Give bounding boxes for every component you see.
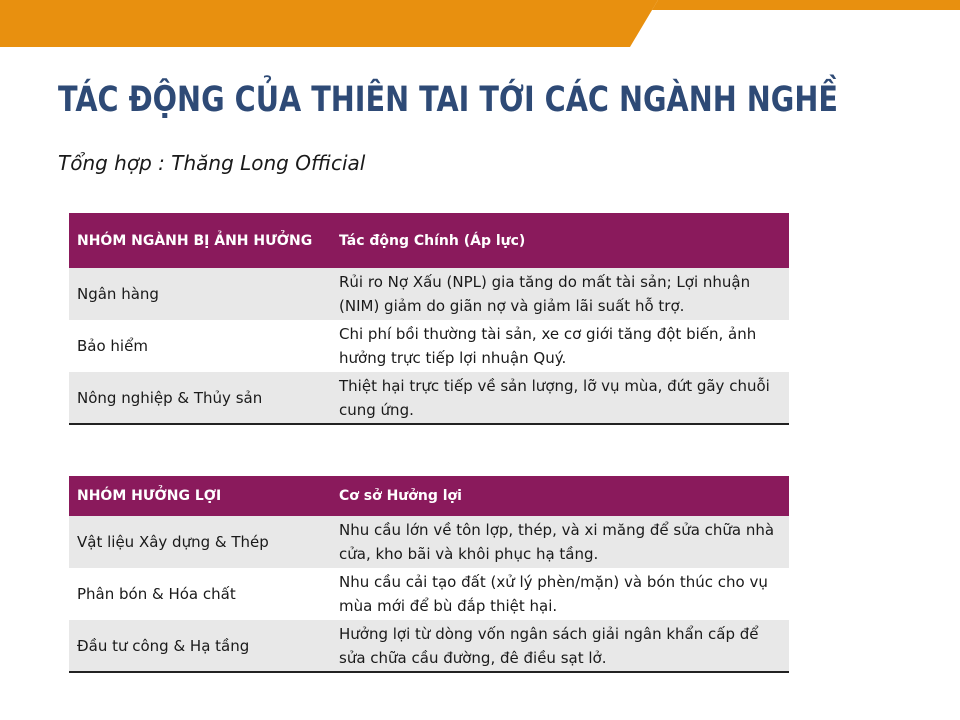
column-header-sector: NHÓM NGÀNH BỊ ẢNH HƯỞNG (69, 213, 331, 268)
sector-name-cell: Phân bón & Hóa chất (69, 568, 331, 620)
benefit-cell: Nhu cầu lớn về tôn lợp, thép, và xi măng để sửa chữa nhà cửa, kho bãi và khôi phục hạ tầng. (331, 516, 789, 568)
table-header-row (69, 213, 789, 268)
benefit-cell: Hưởng lợi từ dòng vốn ngân sách giải ngân khẩn cấp để sửa chữa cầu đường, đê điều sạt lở. (331, 620, 789, 672)
impact-cell: Chi phí bồi thường tài sản, xe cơ giới tăng đột biến, ảnh hưởng trực tiếp lợi nhuận Quý. (331, 320, 789, 372)
table-header-row (69, 476, 789, 516)
banner-thin-strip (652, 0, 960, 10)
page-title: TÁC ĐỘNG CỦA THIÊN TAI TỚI CÁC NGÀNH NGHỀ (58, 80, 838, 120)
table-row (69, 516, 789, 568)
column-header-beneficiary: NHÓM HƯỞNG LỢI (69, 476, 331, 516)
table-row (69, 620, 789, 672)
table-row (69, 568, 789, 620)
table-row (69, 320, 789, 372)
affected-sectors-table (69, 213, 789, 425)
sector-name-cell: Ngân hàng (69, 268, 331, 320)
column-header-impact: Tác động Chính (Áp lực) (331, 213, 789, 268)
page-subtitle: Tổng hợp : Thăng Long Official (58, 151, 366, 175)
impact-cell: Thiệt hại trực tiếp về sản lượng, lỡ vụ mùa, đứt gãy chuỗi cung ứng. (331, 372, 789, 424)
beneficiary-sectors-table (69, 476, 789, 673)
benefit-cell: Nhu cầu cải tạo đất (xử lý phèn/mặn) và bón thúc cho vụ mùa mới để bù đắp thiệt hại. (331, 568, 789, 620)
sector-name-cell: Bảo hiểm (69, 320, 331, 372)
sector-name-cell: Vật liệu Xây dựng & Thép (69, 516, 331, 568)
column-header-basis: Cơ sở Hưởng lợi (331, 476, 789, 516)
top-banner (0, 0, 960, 50)
impact-cell: Rủi ro Nợ Xấu (NPL) gia tăng do mất tài sản; Lợi nhuận (NIM) giảm do giãn nợ và giảm lãi suất hỗ trợ. (331, 268, 789, 320)
banner-main-shape (0, 0, 658, 47)
sector-name-cell: Nông nghiệp & Thủy sản (69, 372, 331, 424)
table-row (69, 268, 789, 320)
table-row (69, 372, 789, 424)
sector-name-cell: Đầu tư công & Hạ tầng (69, 620, 331, 672)
